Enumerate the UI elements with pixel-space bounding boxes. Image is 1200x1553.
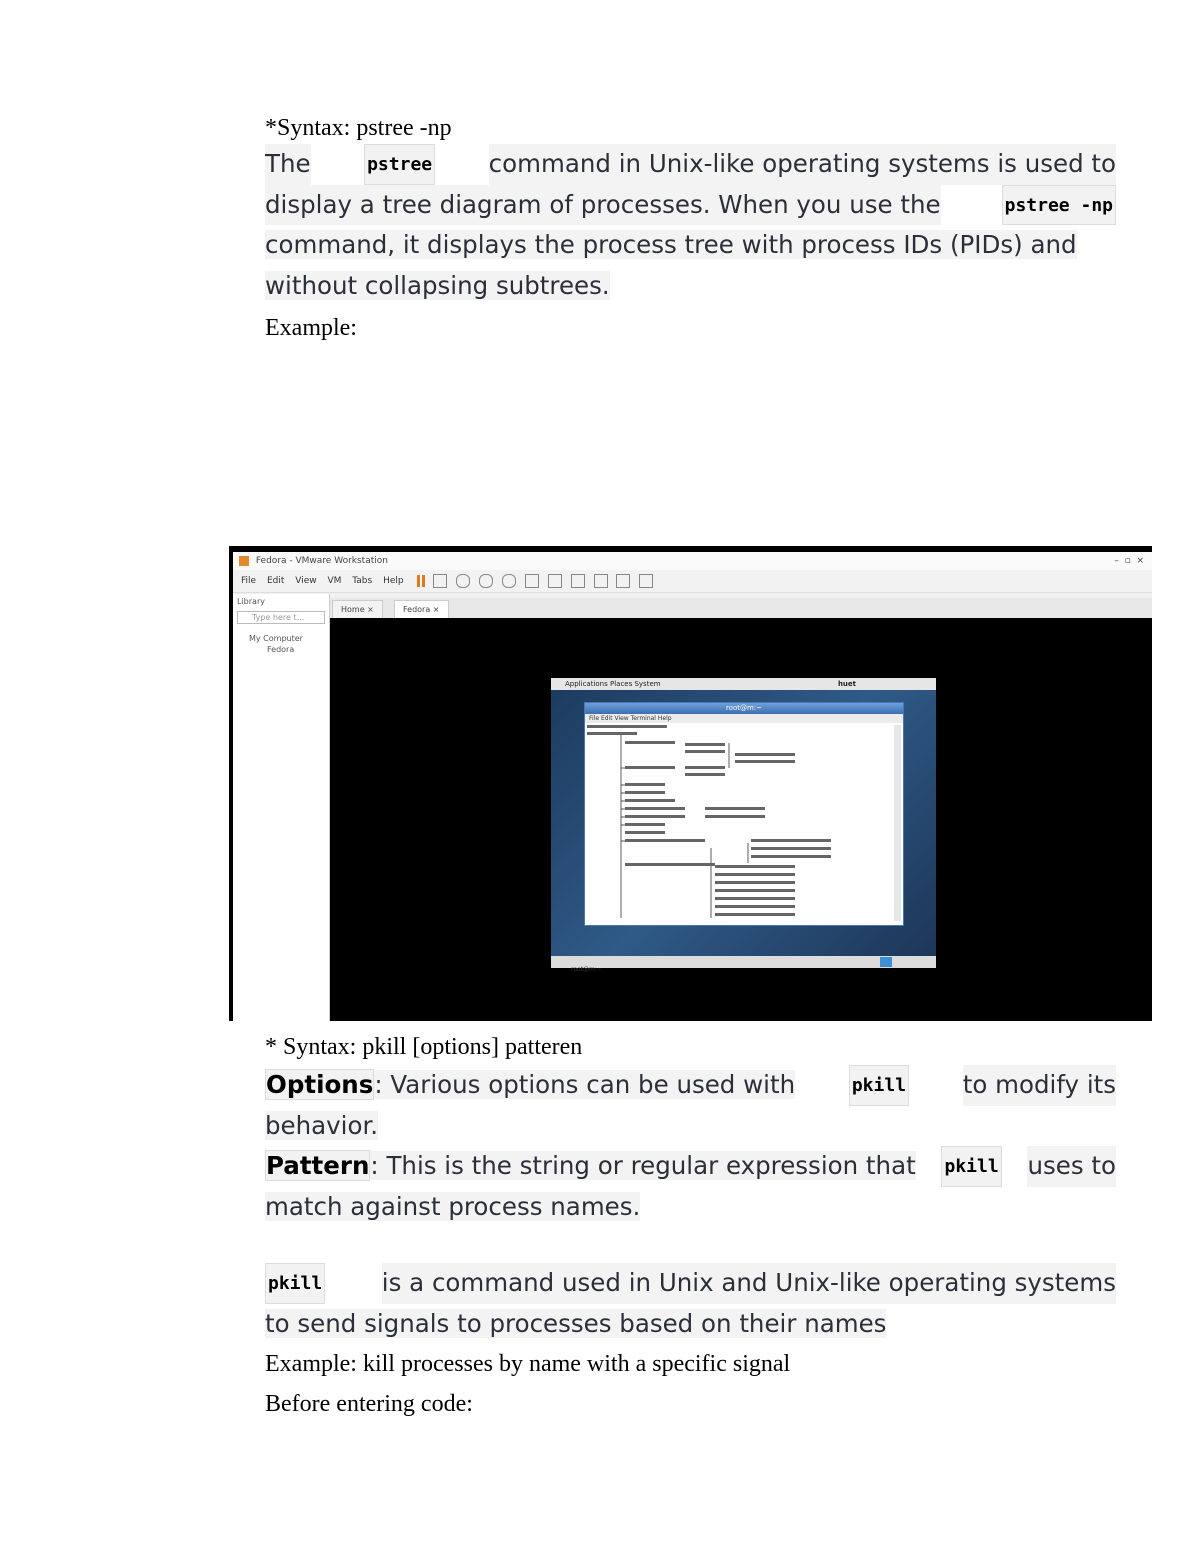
terminal-window[interactable] (584, 702, 904, 926)
taskbar-item[interactable]: root@m:~ (571, 966, 602, 973)
menu-help[interactable]: Help (383, 576, 404, 586)
pkill-desc-line-2 (265, 1304, 1116, 1345)
vm-menubar (233, 570, 1152, 593)
pattern-text-c: match against process names. (265, 1191, 641, 1221)
window-controls-icon[interactable]: – ▫ × (1114, 556, 1144, 566)
guest-user: huet (837, 680, 856, 688)
pattern-text-a: : This is the string or regular expression that (370, 1151, 916, 1180)
pkill-text-b: to send signals to processes based on their names (265, 1308, 887, 1338)
desc-word-the: The (265, 144, 311, 185)
desc-line-4 (265, 266, 1116, 307)
guest-taskbar (551, 956, 936, 973)
tab-home-label: Home (341, 605, 365, 614)
terminal-output-graphic (585, 723, 903, 923)
options-text-c: behavior. (265, 1110, 379, 1140)
send-keys-icon[interactable] (433, 574, 447, 588)
pattern-term: Pattern (266, 1151, 370, 1180)
desc-line-2 (265, 185, 1116, 226)
pause-icon[interactable] (417, 575, 420, 587)
pstree-description (265, 144, 1116, 306)
desc-text-3: command, it displays the process tree with process IDs (PIDs) and (265, 230, 1077, 259)
unity-icon[interactable] (594, 574, 608, 588)
example-label-1: Example: (265, 315, 357, 341)
vmware-logo-icon (239, 556, 249, 566)
vm-window-title: Fedora - VMware Workstation (255, 556, 388, 566)
options-term: Options (266, 1070, 374, 1099)
stretch-icon[interactable] (639, 574, 653, 588)
desc-text-1: command in Unix-like operating systems is used to (489, 144, 1116, 185)
revert-icon[interactable] (479, 574, 493, 588)
syntax-pkill-heading: * Syntax: pkill [options] patteren (265, 1034, 583, 1060)
library-pane (233, 594, 330, 1021)
example-label-2: Example: kill processes by name with a specific signal (265, 1351, 791, 1377)
menu-view[interactable]: View (295, 576, 317, 586)
pkill-desc-line-1 (265, 1263, 1116, 1304)
vmware-screenshot (229, 546, 1152, 1021)
pkill-code: pkill (265, 1263, 325, 1304)
pstree-np-code: pstree -np (1002, 185, 1116, 226)
syntax-pstree-heading: *Syntax: pstree -np (265, 115, 452, 141)
fedora-desktop (551, 678, 936, 973)
pstree-code: pstree (364, 144, 435, 185)
guest-screen[interactable] (330, 618, 1152, 1021)
tree-fedora[interactable]: Fedora (267, 645, 295, 654)
menu-file[interactable]: File (241, 576, 257, 586)
options-line-2 (265, 1106, 1116, 1147)
vm-titlebar (233, 552, 1152, 570)
options-pkill-code: pkill (849, 1065, 909, 1106)
console-view-icon[interactable] (616, 574, 630, 588)
menu-vm[interactable]: VM (327, 576, 342, 586)
pattern-pkill-code: pkill (941, 1146, 1001, 1187)
desc-text-2: display a tree diagram of processes. When you use the (265, 185, 941, 226)
guest-top-panel (551, 678, 936, 690)
thumbnail-icon[interactable] (548, 574, 562, 588)
terminal-title: root@m:~ (585, 703, 903, 714)
desc-text-4: without collapsing subtrees. (265, 270, 610, 300)
pkill-text-a: is a command used in Unix and Unix-like operating systems (382, 1263, 1116, 1304)
tab-fedora-label: Fedora (403, 605, 431, 614)
tab-home[interactable]: Home × (332, 600, 383, 619)
library-label: Library (237, 597, 265, 606)
tree-my-computer[interactable]: My Computer (249, 634, 303, 643)
fullscreen-icon[interactable] (571, 574, 585, 588)
pkill-options-paragraph (265, 1065, 1116, 1227)
options-text-b: to modify its (963, 1065, 1116, 1106)
desc-line-3 (265, 225, 1116, 266)
manage-snapshots-icon[interactable] (502, 574, 516, 588)
workspace-switcher-icon[interactable] (880, 957, 892, 967)
menu-tabs[interactable]: Tabs (352, 576, 373, 586)
snapshot-icon[interactable] (456, 574, 470, 588)
show-library-icon[interactable] (525, 574, 539, 588)
terminal-menu: File Edit View Terminal Help (585, 714, 903, 723)
tab-fedora[interactable]: Fedora × (394, 600, 449, 619)
pattern-line-1 (265, 1146, 1116, 1187)
pattern-text-b: uses to (1027, 1146, 1116, 1187)
options-text-a: : Various options can be used with (374, 1070, 796, 1099)
library-search-input[interactable]: Type here t... (237, 611, 325, 624)
menu-edit[interactable]: Edit (266, 576, 285, 586)
before-entering-code: Before entering code: (265, 1391, 473, 1417)
vm-tabs (330, 598, 1152, 618)
options-line-1 (265, 1065, 1116, 1106)
guest-panel-menu[interactable]: Applications Places System (565, 680, 661, 688)
pkill-description (265, 1263, 1116, 1344)
pattern-line-2 (265, 1187, 1116, 1228)
desc-line-1 (265, 144, 1116, 185)
